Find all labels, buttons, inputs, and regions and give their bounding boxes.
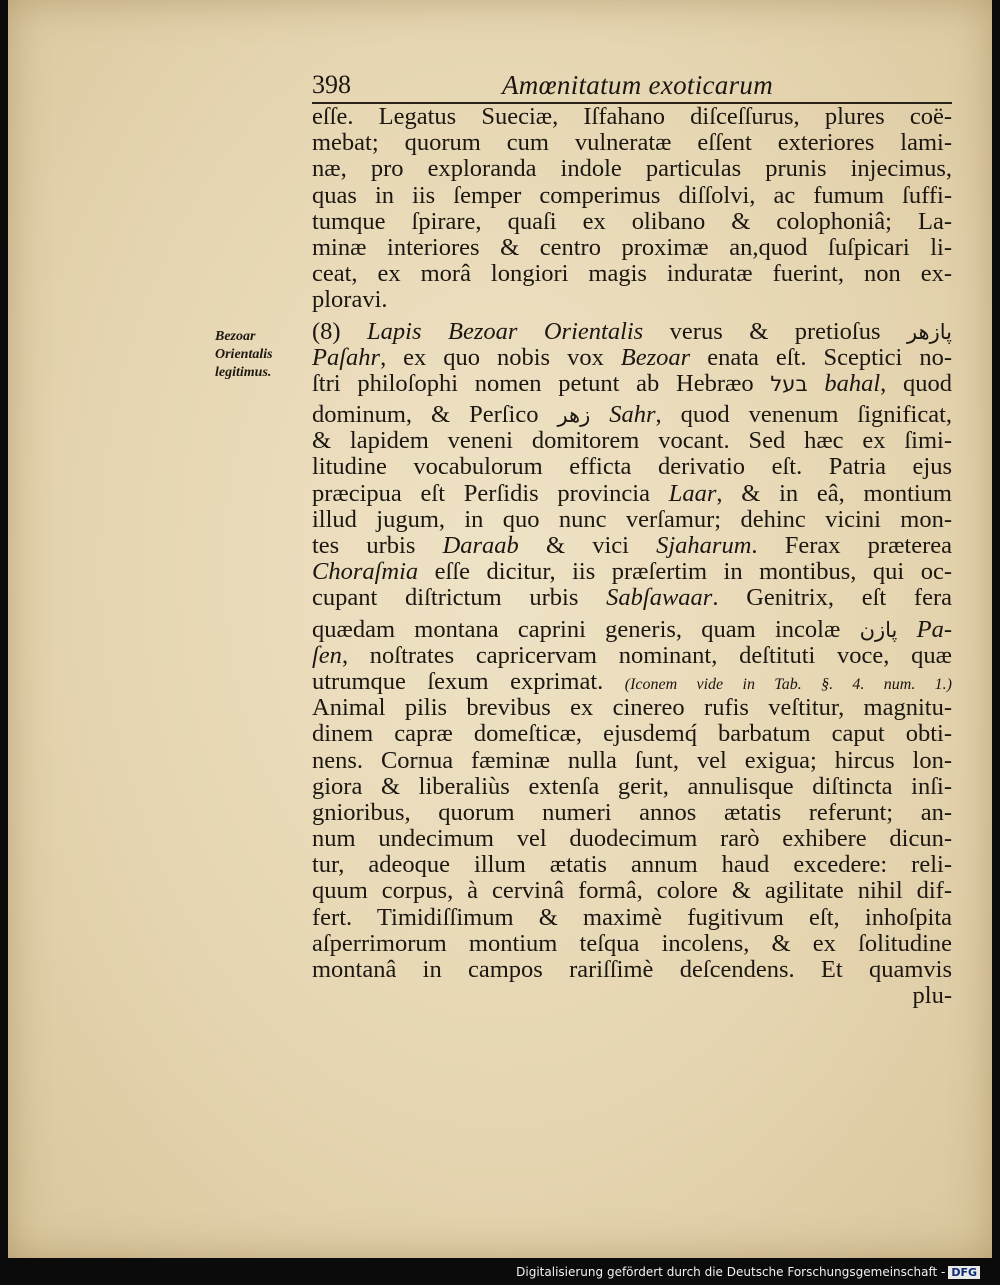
italic-term: Lapis Bezoar Orientalis: [367, 318, 644, 345]
persian-word: پازهر: [906, 319, 952, 344]
margin-note-line: Orientalis: [215, 347, 273, 362]
italic-term: ſen: [312, 642, 342, 669]
text-run: . Genitrix, eſt fera: [712, 585, 952, 612]
text-run: fert. Timidiſſimum & maximè fugitivum eſt, inhoſpita: [312, 904, 952, 931]
text-run: eſſe. Legatus Sueciæ, Iſfahano diſceſſurus, plures coë-: [312, 104, 952, 130]
text-run: , noſtrates capricervam nominant, deſtituti voce, quæ: [341, 642, 952, 669]
text-line: [312, 748, 952, 774]
text-line: [312, 428, 952, 454]
italic-term: Sahr: [609, 402, 656, 429]
text-run: aſperrimorum montium teſqua incolens, & ex ſolitudine: [312, 930, 952, 957]
text-line: [312, 669, 952, 695]
text-run: [897, 617, 916, 643]
text-run: illud jugum, in quo nunc verſamur; dehinc vicini mon-: [312, 506, 952, 533]
text-run: , & in eâ, montium: [716, 480, 952, 507]
text-line: [312, 261, 952, 287]
text-run: , quod: [880, 370, 952, 397]
text-run: & lapidem veneni domitorem vocant. Sed hæc ex ſimi-: [312, 428, 952, 455]
figure-reference: (Iconem vide in Tab. §. 4. num. 1.): [624, 675, 952, 693]
text-run: verus & pretioſus: [643, 318, 907, 345]
text-run: tumque ſpirare, quaſi ex olibano & colophoniâ; La-: [312, 208, 952, 235]
text-line: [312, 130, 952, 156]
text-run: tur, adeoque illum ætatis annum haud excedere: reli-: [312, 852, 952, 879]
text-run: tes urbis: [312, 533, 443, 559]
text-run: . Ferax præterea: [751, 533, 952, 559]
text-line: [312, 774, 952, 800]
body-text: [312, 104, 952, 1009]
italic-term: Paſahr: [312, 344, 381, 371]
text-run: Animal pilis brevibus ex cinereo rufis veſtitur, magnitu-: [312, 695, 952, 722]
text-run: quas in iis ſemper comperimus diſſolvi, ac fumum ſuffi-: [312, 182, 952, 209]
text-line: [312, 826, 952, 852]
footer-text: Digitalisierung gefördert durch die Deutsche Forschungsgemeinschaft -: [516, 1265, 946, 1279]
italic-term: Laar: [668, 480, 717, 507]
text-line: [312, 800, 952, 826]
text-run: giora & liberaliùs extenſa gerit, annulisque diſtincta inſi-: [312, 773, 952, 800]
text-line: [312, 559, 952, 585]
text-run: mebat; quorum cum vulneratæ eſſent exteriores lami-: [312, 130, 952, 157]
text-line: [312, 104, 952, 130]
text-run: num undecimum vel duodecimum rarò exhibere dicun-: [312, 826, 952, 853]
catchword: [312, 983, 952, 1009]
text-run: [590, 402, 609, 428]
text-line: [312, 454, 952, 480]
text-line: [312, 852, 952, 878]
text-run: quædam montana caprini generis, quam incolæ: [312, 616, 860, 643]
text-line: [312, 585, 952, 611]
persian-word: زهر: [557, 403, 591, 428]
italic-term: Sjaharum: [656, 533, 752, 559]
text-run: enata eſt. Sceptici no-: [690, 344, 952, 371]
text-run: utrumque ſexum exprimat.: [312, 668, 625, 695]
hebrew-word: בעל: [770, 371, 808, 396]
italic-term: Pa-: [916, 616, 952, 643]
margin-note-line: legitimus.: [215, 365, 272, 380]
text-run: gnioribus, quorum numeri annos ætatis referunt; an-: [312, 799, 952, 826]
text-line: [312, 209, 952, 235]
text-line: [312, 235, 952, 261]
text-line: [312, 695, 952, 721]
text-run: minæ interiores & centro proximæ an,quod ſuſpicari li-: [312, 234, 952, 261]
text-run: næ, pro exploranda indole particulas prunis injecimus,: [312, 156, 952, 183]
text-run: præcipua eſt Perſidis provincia: [312, 480, 669, 507]
text-run: dinem capræ domeſticæ, ejusdemq́ barbatum caput obti-: [312, 721, 952, 748]
text-run: ploravi.: [312, 287, 388, 314]
text-line: [312, 345, 952, 371]
running-title: Amœnitatum exoticarum: [502, 70, 774, 100]
text-run: & vici: [518, 533, 657, 559]
persian-word: پازن: [859, 617, 898, 642]
text-line: [312, 481, 952, 507]
text-run: ceat, ex morâ longiori magis induratæ fuerint, non ex-: [312, 261, 952, 288]
text-run: litudine vocabulorum efficta derivatio eſt. Patria ejus: [312, 454, 952, 481]
text-run: nens. Cornua fæminæ nulla ſunt, vel exigua; hircus lon-: [312, 747, 952, 774]
text-run: [808, 371, 825, 397]
text-run: plu-: [912, 983, 952, 1010]
text-line: [312, 721, 952, 747]
text-line: [312, 183, 952, 209]
text-run: eſſe dicitur, iis præſertim in montibus, qui oc-: [418, 559, 952, 586]
text-line: [312, 643, 952, 669]
italic-term: Choraſmia: [312, 559, 419, 586]
page-number: 398: [312, 70, 351, 99]
margin-note: [215, 328, 307, 382]
text-run: cupant diſtrictum urbis: [312, 585, 607, 612]
text-run: , ex quo nobis vox: [380, 344, 621, 371]
italic-term: bahal: [824, 370, 881, 397]
digitization-footer: [516, 1265, 980, 1279]
italic-term: Sabſawaar: [606, 585, 713, 612]
italic-term: Daraab: [442, 533, 519, 559]
page-header: [312, 70, 952, 104]
text-line: [312, 156, 952, 182]
text-run: montanâ in campos rariſſimè deſcendens. Et quamvis: [312, 957, 952, 983]
text-line: [312, 878, 952, 904]
text-line: [312, 371, 952, 397]
text-run: ſtri philoſophi nomen petunt ab Hebræo: [312, 370, 771, 397]
dfg-logo: DFG: [948, 1266, 980, 1279]
text-line: [312, 507, 952, 533]
text-line: [312, 617, 952, 643]
text-run: , quod venenum ſignificat,: [655, 402, 952, 429]
text-line: [312, 533, 952, 559]
text-line: [312, 957, 952, 983]
italic-term: Bezoar: [620, 344, 691, 371]
paragraph-number: (8): [312, 318, 368, 345]
text-line: [312, 319, 952, 345]
text-run: quum corpus, à cervinâ formâ, colore & agilitate nihil dif-: [312, 878, 952, 905]
text-line: [312, 931, 952, 957]
text-line: [312, 287, 952, 313]
text-line: [312, 905, 952, 931]
margin-note-line: Bezoar: [215, 329, 256, 344]
text-run: dominum, & Perſico: [312, 402, 558, 429]
text-line: [312, 402, 952, 428]
